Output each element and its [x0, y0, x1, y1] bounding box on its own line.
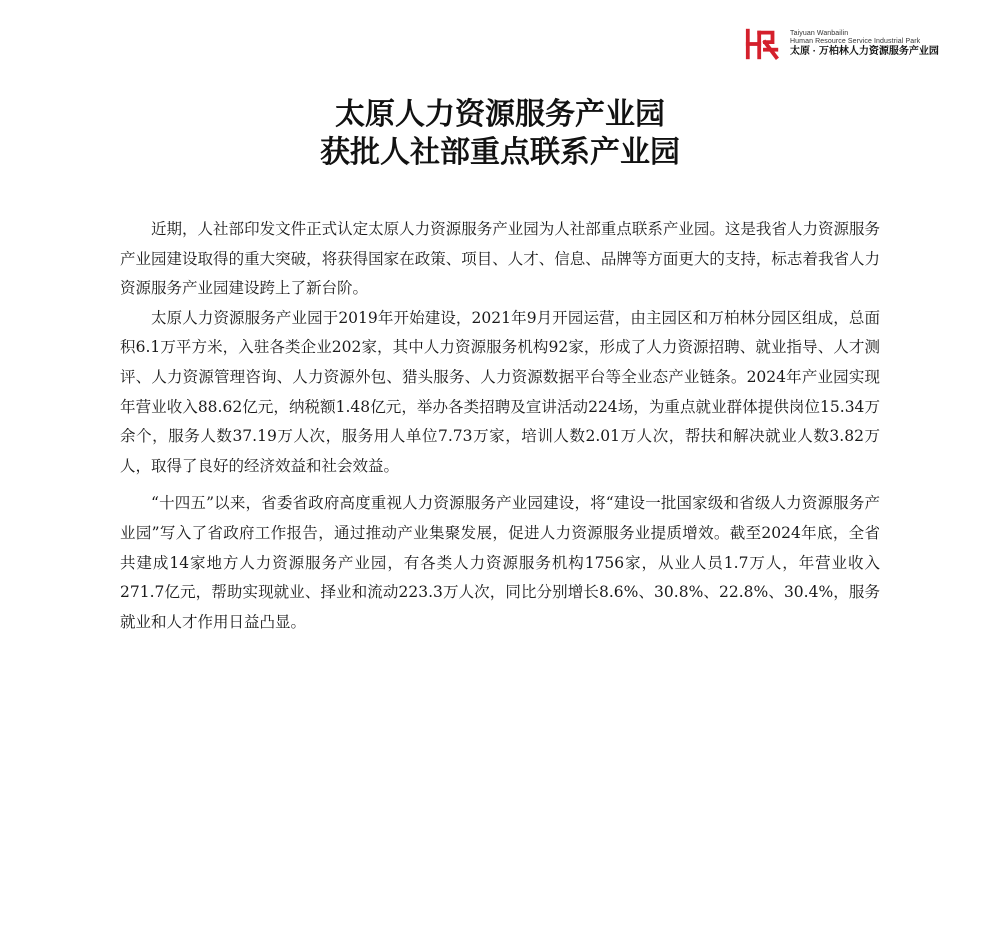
logo-english-line-2: Human Resource Service Industrial Park: [790, 37, 921, 45]
logo-chinese-name: 太原 · 万柏林人力资源服务产业园: [790, 46, 939, 58]
park-logo: [744, 22, 980, 66]
park-logo-text: [790, 30, 939, 57]
paragraph-3: “十四五”以来，省委省政府高度重视人力资源服务产业园建设，将“建设一批国家级和省级人力资源服务产业园”写入了省政府工作报告，通过推动产业集聚发展，促进人力资源服务业提质增效。截至2024年底，全省共建成14家地方人力资源服务产业园，有各类人力资源服务机构1756家，从业人员1.7万人，年营业收入271.7亿元，帮助实现就业、择业和流动223.3万人次，同比分别增长8.6%、30.8%、22.8%、30.4%，服务就业和人才作用日益凸显。: [120, 494, 880, 631]
paragraph-1: 近期，人社部印发文件正式认定太原人力资源服务产业园为人社部重点联系产业园。这是我省人力资源服务产业园建设取得的重大突破，将获得国家在政策、项目、人才、信息、品牌等方面更大的支持，标志着我省人力资源服务产业园建设跨上了新台阶。: [120, 220, 880, 298]
paragraph-2: 太原人力资源服务产业园于2019年开始建设，2021年9月开园运营，由主园区和万柏林分园区组成，总面积6.1万平方米，入驻各类企业202家，其中人力资源服务机构92家，形成了人力资源招聘、就业指导、人才测评、人力资源管理咨询、人力资源外包、猎头服务、人力资源数据平台等全业态产业链条。2024年产业园实现年营业收入88.62亿元，纳税额1.48亿元，举办各类招聘及宣讲活动224场，为重点就业群体提供岗位15.34万余个，服务人数37.19万人次，服务用人单位7.73万家，培训人数2.01万人次，帮扶和解决就业人数3.82万人，取得了良好的经济效益和社会效益。: [120, 308, 880, 475]
document-title: [0, 96, 1000, 172]
document-body: [120, 215, 880, 637]
logo-english-line-1: Taiyuan Wanbailin: [790, 30, 849, 38]
park-logo-mark-icon: [744, 25, 782, 63]
title-line-2: 获批人社部重点联系产业园: [320, 135, 680, 170]
title-line-1: 太原人力资源服务产业园: [335, 97, 665, 132]
